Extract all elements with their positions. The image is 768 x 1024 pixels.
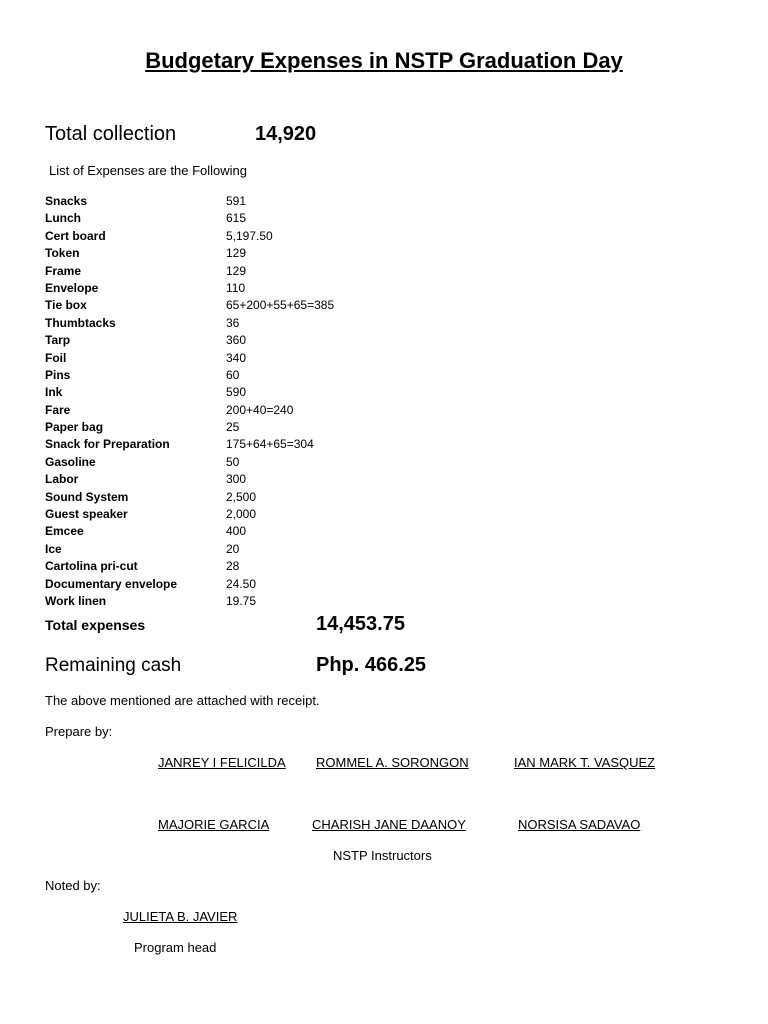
- expense-name: Sound System: [45, 489, 129, 504]
- expense-row: [45, 297, 445, 314]
- expense-amount: 590: [226, 385, 247, 400]
- expense-list: [45, 193, 445, 610]
- expense-row: [45, 228, 445, 245]
- expense-amount: 28: [226, 559, 240, 574]
- expense-name: Ice: [45, 541, 62, 556]
- preparer-name: JANREY I FELICILDA: [158, 755, 286, 770]
- expense-row: [45, 489, 445, 506]
- expense-row: [45, 315, 445, 332]
- expense-amount: 129: [226, 246, 247, 261]
- expense-row: [45, 471, 445, 488]
- expense-row: [45, 402, 445, 419]
- expense-name: Paper bag: [45, 420, 104, 435]
- expense-name: Frame: [45, 263, 82, 278]
- expense-amount: 2,500: [226, 489, 257, 504]
- expense-amount: 20: [226, 541, 240, 556]
- receipt-note: The above mentioned are attached with receipt.: [45, 693, 320, 708]
- expense-row: [45, 419, 445, 436]
- expense-amount: 615: [226, 211, 247, 226]
- expense-name: Work linen: [45, 593, 107, 608]
- preparer-name: MAJORIE GARCIA: [158, 817, 270, 832]
- expense-name: Gasoline: [45, 454, 96, 469]
- expense-amount: 19.75: [226, 593, 257, 608]
- expense-amount: 129: [226, 263, 247, 278]
- expense-row: [45, 350, 445, 367]
- expense-amount: 2,000: [226, 507, 257, 522]
- remaining-cash-value: Php. 466.25: [316, 654, 427, 676]
- expense-row: [45, 263, 445, 280]
- expense-amount: 110: [226, 280, 246, 295]
- noted-by-label: Noted by:: [45, 878, 101, 893]
- expense-row: [45, 576, 445, 593]
- expense-amount: 400: [226, 524, 247, 539]
- total-collection-value: 14,920: [255, 123, 317, 145]
- expense-name: Envelope: [45, 280, 99, 295]
- expense-name: Guest speaker: [45, 507, 128, 522]
- expense-amount: 60: [226, 367, 240, 382]
- expense-name: Snack for Preparation: [45, 437, 170, 452]
- preparer-name: NORSISA SADAVAO: [518, 817, 641, 832]
- preparer-name: ROMMEL A. SORONGON: [316, 755, 469, 770]
- expense-name: Cartolina pri-cut: [45, 559, 138, 574]
- expense-name: Thumbtacks: [45, 315, 116, 330]
- total-expenses-label: Total expenses: [45, 617, 146, 633]
- expense-amount: 25: [226, 420, 240, 435]
- expense-row: [45, 210, 445, 227]
- expense-row: [45, 280, 445, 297]
- expense-name: Cert board: [45, 228, 106, 243]
- expense-name: Snacks: [45, 194, 88, 208]
- expense-row: [45, 506, 445, 523]
- expense-row: [45, 367, 445, 384]
- preparer-name: IAN MARK T. VASQUEZ: [514, 755, 656, 770]
- expense-amount: 36: [226, 315, 240, 330]
- prepared-by-label: Prepare by:: [45, 724, 113, 739]
- document-title: Budgetary Expenses in NSTP Graduation Day: [145, 48, 623, 73]
- expense-amount: 65+200+55+65=385: [226, 298, 335, 313]
- expense-amount: 175+64+65=304: [226, 437, 314, 452]
- total-expenses-value: 14,453.75: [316, 613, 405, 635]
- noter-role: Program head: [134, 940, 217, 955]
- expense-name: Foil: [45, 350, 67, 365]
- expense-amount: 360: [226, 333, 247, 348]
- expense-name: Ink: [45, 385, 63, 400]
- expense-amount: 300: [226, 472, 247, 487]
- noter-name: JULIETA B. JAVIER: [123, 909, 238, 924]
- expense-name: Labor: [45, 472, 79, 487]
- expense-name: Pins: [45, 367, 71, 382]
- expense-row: [45, 454, 445, 471]
- expense-name: Documentary envelope: [45, 576, 178, 591]
- expense-amount: 591: [226, 194, 247, 208]
- expense-row: [45, 523, 445, 540]
- expense-row: [45, 593, 445, 610]
- preparers-role: NSTP Instructors: [333, 848, 432, 863]
- expense-name: Tie box: [45, 298, 87, 313]
- expense-name: Token: [45, 246, 80, 261]
- expense-row: [45, 541, 445, 558]
- expense-row: [45, 245, 445, 262]
- expense-name: Emcee: [45, 524, 84, 539]
- expense-list-heading: List of Expenses are the Following: [49, 163, 247, 178]
- expense-row: [45, 332, 445, 349]
- total-collection-label: Total collection: [45, 123, 177, 145]
- preparer-name: CHARISH JANE DAANOY: [312, 817, 466, 832]
- expense-amount: 200+40=240: [226, 402, 294, 417]
- expense-amount: 340: [226, 350, 247, 365]
- expense-name: Tarp: [45, 333, 71, 348]
- expense-row: [45, 436, 445, 453]
- expense-name: Fare: [45, 402, 71, 417]
- expense-row: [45, 558, 445, 575]
- expense-amount: 50: [226, 454, 240, 469]
- expense-name: Lunch: [45, 211, 81, 226]
- remaining-cash-label: Remaining cash: [45, 655, 182, 676]
- expense-amount: 5,197.50: [226, 228, 273, 243]
- expense-row: [45, 384, 445, 401]
- expense-amount: 24.50: [226, 576, 257, 591]
- expense-row: [45, 193, 445, 210]
